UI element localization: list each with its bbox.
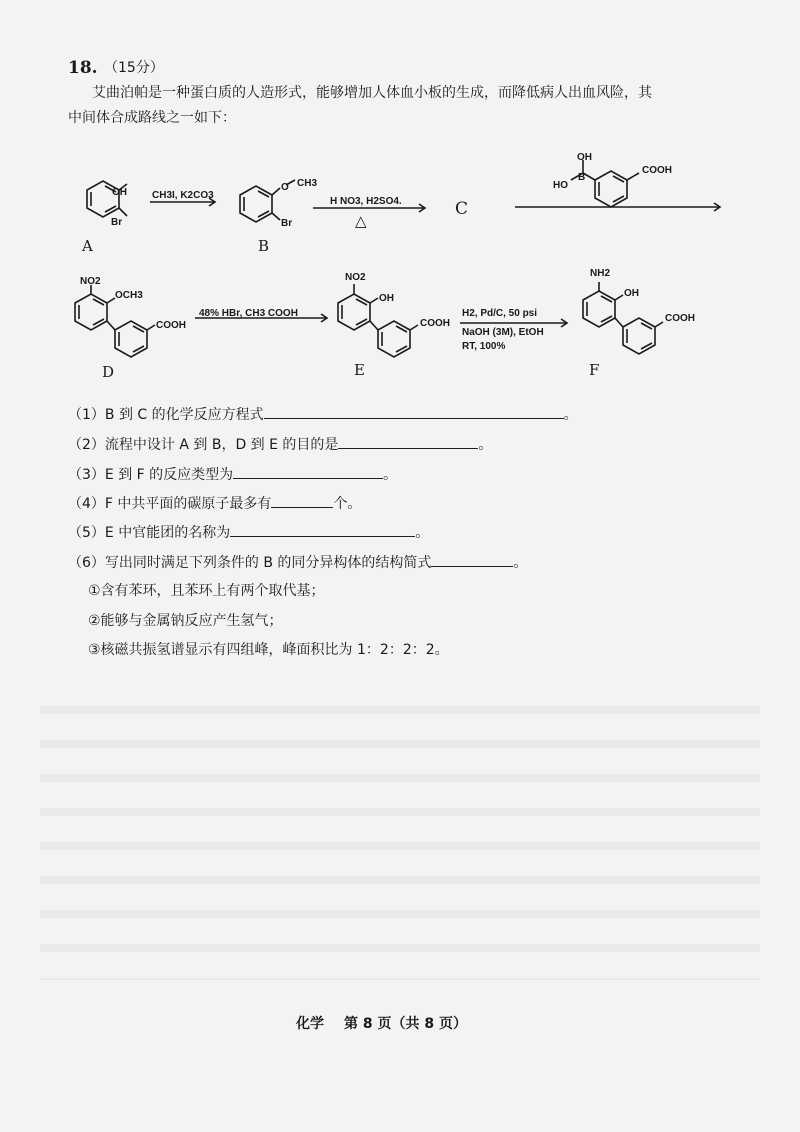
label-c: C: [455, 199, 469, 219]
intro-line-2: 中间体合成路线之一如下：: [68, 110, 236, 126]
group-no2-d: NO2: [80, 276, 101, 287]
answer-blank-4[interactable]: [271, 491, 333, 508]
footer-page: 第 8 页（共 8 页）: [344, 1016, 467, 1032]
group-cooh-d: COOH: [156, 320, 186, 331]
group-oh-a: OH: [112, 187, 127, 198]
label-d: D: [102, 363, 115, 381]
answer-blank-6[interactable]: [431, 550, 513, 567]
reagent-e-to-f-1: H2, Pd/C, 50 psi: [462, 308, 538, 319]
group-cooh-boron: COOH: [642, 165, 672, 176]
reagent-e-to-f-2: NaOH (3M), EtOH: [462, 327, 544, 338]
group-oh-boron-top: OH: [577, 152, 592, 163]
group-och3-d: OCH3: [115, 290, 143, 301]
answer-blank-5[interactable]: [230, 520, 415, 537]
reagent-b-to-c-top: H NO3, H2SO4.: [330, 196, 402, 207]
answer-blank-1[interactable]: [264, 402, 564, 419]
subquestion-1: （1）B 到 C 的化学反应方程式 。: [68, 402, 578, 424]
group-o-b: O: [281, 182, 289, 193]
subquestion-6: （6）写出同时满足下列条件的 B 的同分异构体的结构简式 。: [68, 550, 527, 572]
group-oh-e: OH: [379, 293, 394, 304]
reagent-e-to-f-3: RT, 100%: [462, 341, 506, 352]
group-boron: B: [578, 172, 586, 183]
reagent-b-to-c-bottom: △: [355, 213, 367, 230]
group-br-a: Br: [111, 217, 123, 228]
label-a: A: [82, 237, 93, 255]
reagent-a-to-b: CH3I, K2CO3: [152, 190, 214, 201]
answer-blank-3[interactable]: [233, 462, 383, 479]
label-f: F: [589, 361, 600, 379]
question-number: 18.: [68, 58, 98, 78]
subquestion-4: （4）F 中共平面的碳原子最多有 个。: [68, 491, 361, 513]
group-no2-e: NO2: [345, 272, 366, 283]
group-br-b: Br: [281, 218, 293, 229]
group-cooh-f: COOH: [665, 313, 695, 324]
label-b: B: [258, 237, 270, 255]
group-ho-boron: HO: [553, 180, 568, 191]
subquestion-3: （3）E 到 F 的反应类型为 。: [68, 462, 397, 484]
label-e: E: [354, 361, 365, 379]
condition-3: ③核磁共振氢谱显示有四组峰，峰面积比为 1：2：2：2。: [88, 642, 449, 658]
group-cooh-e: COOH: [420, 318, 450, 329]
bleed-through-texture: [40, 680, 760, 980]
group-nh2-f: NH2: [590, 268, 611, 279]
question-score: （15分）: [104, 60, 164, 76]
subquestion-2: （2）流程中设计 A 到 B，D 到 E 的目的是 。: [68, 432, 492, 454]
condition-2: ②能够与金属钠反应产生氢气；: [88, 613, 283, 629]
answer-blank-2[interactable]: [338, 432, 478, 449]
intro-line-1: 艾曲泊帕是一种蛋白质的人造形式，能够增加人体血小板的生成，而降低病人出血风险，其: [92, 85, 652, 101]
group-oh-f: OH: [624, 288, 639, 299]
subquestion-5: （5）E 中官能团的名称为 。: [68, 520, 429, 542]
group-ch3-b: CH3: [297, 178, 318, 189]
footer-subject: 化学: [296, 1016, 324, 1032]
synthesis-row-1: [55, 140, 765, 270]
condition-1: ①含有苯环，且苯环上有两个取代基；: [88, 583, 325, 599]
reagent-d-to-e: 48% HBr, CH3 COOH: [199, 308, 298, 319]
